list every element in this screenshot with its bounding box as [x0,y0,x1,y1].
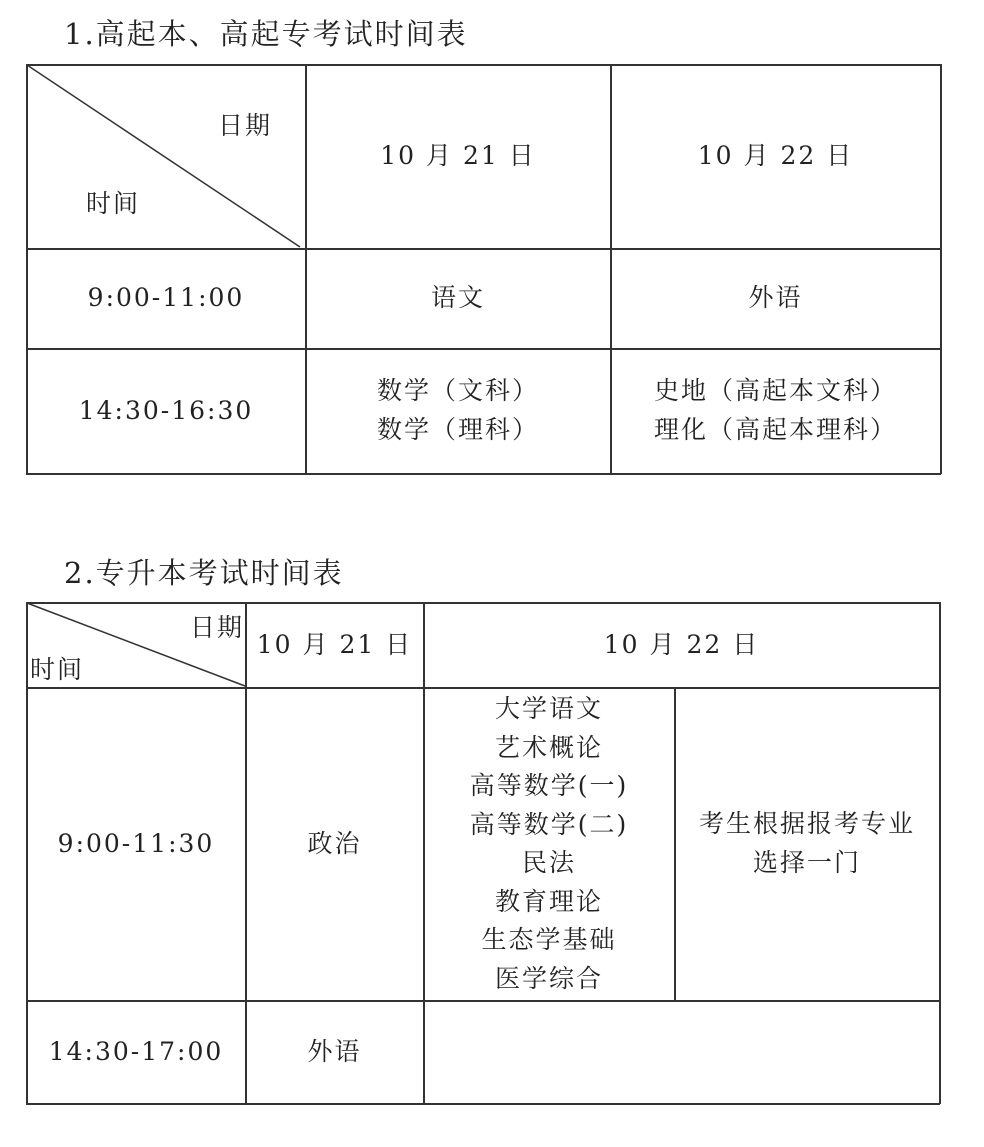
table1-row2-day2-line1: 史地（高起本文科） [653,376,897,406]
table2-day1-header: 10 月 21 日 [256,629,413,659]
table1-day1-header: 10 月 21 日 [380,141,536,171]
table2-row2-time: 14:30-17:00 [48,1036,224,1066]
table1-day2-header: 10 月 22 日 [697,141,854,171]
table1-row1-day1 [306,249,610,348]
table1-date-label: 日期 [218,111,273,140]
note-line2: 选择一门 [752,848,861,877]
table1-row1-day2-text: 外语 [748,283,803,313]
table1-row1-day1-text: 语文 [430,283,485,313]
table1-row2-day1-line2: 数学（理科） [376,415,539,444]
table2-date-label: 日期 [190,613,245,642]
subject-item: 民法 [521,848,576,877]
table2-row1-note [675,688,939,1000]
table2-border-bottom [26,1103,940,1105]
table1-title: 1.高起本、高起专考试时间表 [64,17,468,51]
subject-item: 医学综合 [494,963,603,993]
table1-row2-day2 [611,349,940,473]
table1-time-label: 时间 [86,189,141,218]
table2-row1-subjects [424,688,674,1000]
table2-row2-day1: 外语 [307,1036,362,1066]
table2-border-right [939,602,941,1104]
subject-item: 生态学基础 [481,925,617,954]
table2-day2-header: 10 月 22 日 [603,629,760,659]
table2-time-label: 时间 [30,655,85,684]
subject-item: 高等数学(一) [469,771,629,800]
table2-title: 2.专升本考试时间表 [64,556,344,590]
table1-row2-day1 [306,349,610,473]
table1-row2-day1-line1: 数学（文科） [376,376,539,406]
table2-row1-day1: 政治 [307,828,362,858]
table1-row2-time: 14:30-16:30 [78,395,254,425]
subject-item: 教育理论 [494,886,603,916]
subject-item: 高等数学(二) [469,809,629,839]
table1-row1-day2 [611,249,940,348]
subject-item: 艺术概论 [494,732,603,762]
table1-row1-time: 9:00-11:00 [87,283,245,313]
subject-item: 大学语文 [494,694,603,723]
table2-row2-day2 [424,1001,939,1103]
table1-row2-day2-line2: 理化（高起本理科） [653,415,897,444]
table2-row1-time: 9:00-11:30 [57,828,215,858]
note-line1: 考生根据报考专业 [698,809,915,839]
